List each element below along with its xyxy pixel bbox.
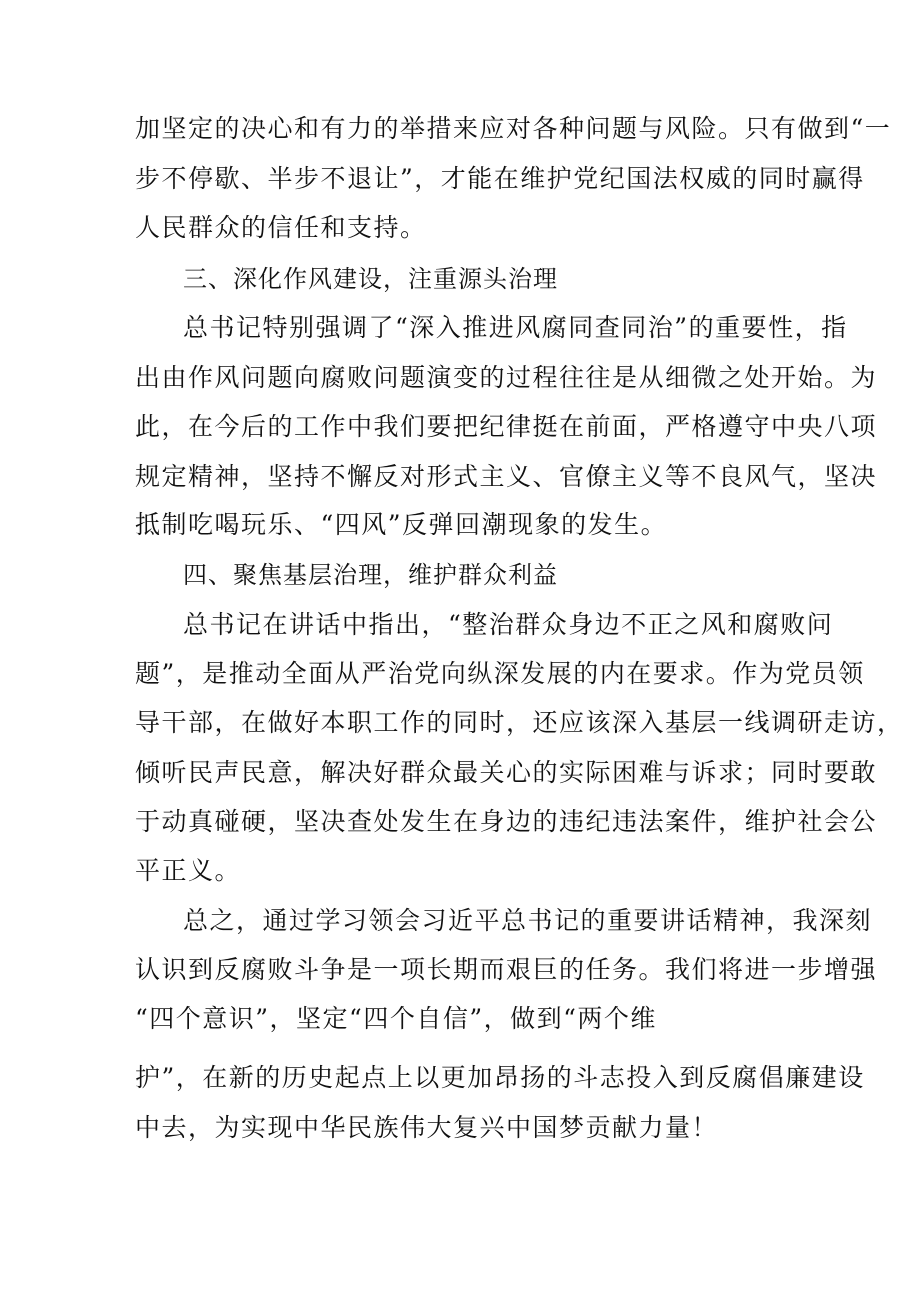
paragraph-line: 中去，为实现中华民族伟大复兴中国梦贡献力量！ <box>135 1113 719 1142</box>
section-heading-4: 四、聚焦基层治理，维护群众利益 <box>183 561 558 589</box>
paragraph-line: 步不停歇、半步不退让”，才能在维护党纪国法权威的同时赢得 <box>135 164 865 193</box>
paragraph-line: 出由作风问题向腐败问题演变的过程往往是从细微之处开始。为 <box>135 363 878 392</box>
paragraph-line: 总之，通过学习领会习近平总书记的重要讲话精神，我深刻 <box>183 906 873 935</box>
paragraph-line: 人民群众的信任和支持。 <box>135 213 427 242</box>
paragraph-line: 此，在今后的工作中我们要把纪律挺在前面，严格遵守中央八项 <box>135 412 878 441</box>
paragraph-line: 抵制吃喝玩乐、“四风”反弹回潮现象的发生。 <box>135 510 668 539</box>
paragraph-line: “四个意识”，坚定“四个自信”，做到“两个维 <box>135 1004 657 1033</box>
paragraph-line: 倾听民声民意，解决好群众最关心的实际困难与诉求；同时要敢 <box>135 758 878 787</box>
paragraph-line: 题”，是推动全面从严治党向纵深发展的内在要求。作为党员领 <box>135 659 865 688</box>
paragraph-line: 总书记特别强调了“深入推进风腐同查同治”的重要性，指 <box>183 313 848 342</box>
paragraph-line: 认识到反腐败斗争是一项长期而艰巨的任务。我们将进一步增强 <box>135 955 878 984</box>
paragraph-line: 导干部，在做好本职工作的同时，还应该深入基层一线调研走访， <box>135 708 904 737</box>
paragraph-line: 规定精神，坚持不懈反对形式主义、官僚主义等不良风气，坚决 <box>135 462 878 491</box>
paragraph-line: 总书记在讲话中指出，“整治群众身边不正之风和腐败问 <box>183 610 834 639</box>
paragraph-line: 平正义。 <box>135 856 242 885</box>
paragraph-line: 护”，在新的历史起点上以更加昂扬的斗志投入到反腐倡廉建设 <box>135 1063 865 1092</box>
paragraph-line: 加坚定的决心和有力的举措来应对各种问题与风险。只有做到“一 <box>135 114 892 143</box>
section-heading-3: 三、深化作风建设，注重源头治理 <box>183 265 558 293</box>
paragraph-line: 于动真碰硬，坚决查处发生在身边的违纪违法案件，维护社会公 <box>135 807 878 836</box>
